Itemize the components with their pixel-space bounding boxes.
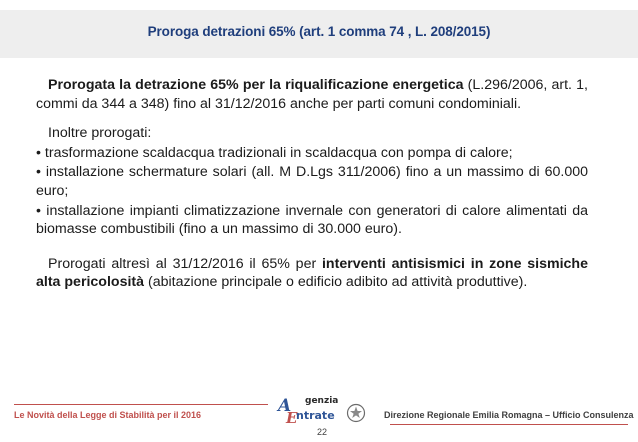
footer-divider-left	[14, 404, 268, 405]
paragraph-detrazione-rest: (L.296/2006, art. 1, commi da 344 a 348) fino al 31/12/2016 anche per parti comuni condominiali.	[36, 77, 588, 112]
agenzia-entrate-logo	[276, 396, 344, 426]
svg-text:A: A	[278, 396, 292, 416]
paragraph-detrazione-bold: Prorogata la detrazione 65% per la riqualificazione energetica	[48, 77, 464, 93]
paragraph-detrazione	[36, 76, 588, 113]
logo-text-top: genzia	[305, 396, 339, 406]
bullet-item: • trasformazione scaldacqua tradizionali in scaldacqua con pompa di calore;	[36, 144, 513, 161]
intro-text: Inoltre prorogati:	[48, 125, 152, 142]
paragraph-antisismici-bold: interventi antisismici in zone sismiche alta pericolosità	[36, 255, 588, 291]
footer-left-text: Le Novità della Legge di Stabilità per il 2016	[14, 410, 202, 420]
page-number: 22	[316, 427, 327, 437]
bullet-item: • installazione schermature solari (all. M D.Lgs 311/2006) fino a un massimo di 60.000 euro;	[36, 164, 588, 199]
bullet-item: • installazione impianti climatizzazione invernale con generatori di calore alimentati da biomasse combustibili (fino a un massimo di 30.000 euro).	[36, 202, 588, 238]
paragraph-antisismici-end: (abitazione principale o edificio adibito ad attività produttive).	[144, 274, 528, 291]
paragraph-antisismici	[36, 255, 588, 292]
logo-text-bottom: ntrate	[296, 409, 335, 422]
republic-emblem-icon	[346, 403, 366, 423]
slide-content	[36, 76, 588, 292]
svg-text:E: E	[286, 409, 298, 426]
footer-right-text: Direzione Regionale Emilia Romagna – Ufficio Consulenza	[384, 410, 634, 420]
slide-title: Proroga detrazioni 65% (art. 1 comma 74 , L. 208/2015)	[147, 24, 491, 39]
paragraph-antisismici-start: Prorogati altresì al 31/12/2016 il 65% per	[48, 255, 322, 272]
footer-divider-right	[390, 424, 628, 425]
